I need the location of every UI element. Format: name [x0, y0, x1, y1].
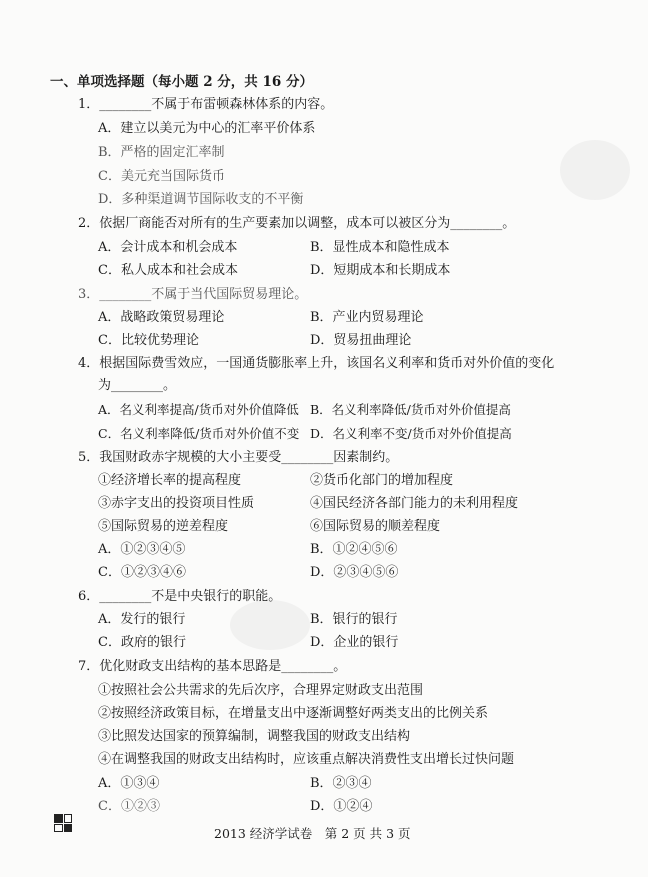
question-5-option-d: D．②③④⑤⑥: [310, 565, 399, 580]
question-5-stem: 5．我国财政赤字规模的大小主要受________因素制约。: [78, 450, 399, 465]
question-4-stem-line-2: 为________。: [98, 378, 177, 393]
question-7-option-c: C．①②③: [98, 799, 160, 814]
question-5-item-1: ①经济增长率的提高程度: [98, 473, 242, 488]
question-3-option-a: A．战略政策贸易理论: [98, 310, 225, 325]
question-6-option-d: D．企业的银行: [310, 635, 399, 650]
question-5-option-b: B．①②④⑤⑥: [310, 542, 398, 557]
page-footer: 2013 经济学试卷 第 2 页 共 3 页: [214, 826, 411, 841]
question-4-stem: 4．根据国际费雪效应，一国通货膨胀率上升，该国名义利率和货币对外价值的变化: [78, 356, 555, 371]
question-7-item-4: ④在调整我国的财政支出结构时，应该重点解决消费性支出增长过快问题: [98, 752, 515, 767]
question-3-stem: 3．________不属于当代国际贸易理论。: [78, 287, 308, 302]
question-7-item-3: ③比照发达国家的预算编制，调整我国的财政支出结构: [98, 729, 411, 744]
question-5-option-a: A．①②③④⑤: [98, 542, 186, 557]
question-6-stem: 6．________不是中央银行的职能。: [78, 589, 282, 604]
question-1-stem: 1．________不属于布雷顿森林体系的内容。: [78, 97, 334, 112]
question-5-item-6: ⑥国际贸易的顺差程度: [310, 519, 441, 534]
question-4-option-b: B．名义利率降低/货币对外价值提高: [310, 402, 511, 417]
question-6-option-c: C．政府的银行: [98, 635, 186, 650]
question-4-option-c: C．名义利率降低/货币对外价值不变: [98, 426, 300, 441]
section-title: 一、单项选择题（每小题 2 分，共 16 分）: [50, 74, 313, 90]
question-2-option-d: D．短期成本和长期成本: [310, 263, 451, 278]
question-4-option-a: A．名义利率提高/货币对外价值降低: [98, 402, 299, 417]
question-7-stem: 7．优化财政支出结构的基本思路是________。: [78, 659, 347, 674]
question-6-option-b: B．银行的银行: [310, 612, 398, 627]
question-1-option-d: D．多种渠道调节国际收支的不平衡: [98, 192, 304, 207]
question-1-option-c: C．美元充当国际货币: [98, 169, 225, 184]
question-5-item-3: ③赤字支出的投资项目性质: [98, 496, 255, 511]
question-4-option-d: D．名义利率不变/货币对外价值提高: [310, 426, 512, 441]
question-3-option-b: B．产业内贸易理论: [310, 310, 424, 325]
question-2-option-b: B．显性成本和隐性成本: [310, 240, 450, 255]
corner-mark-icon: [54, 814, 72, 832]
question-7-option-d: D．①②④: [310, 799, 373, 814]
question-1-option-b: B．严格的固定汇率制: [98, 145, 225, 160]
question-3-option-c: C．比较优势理论: [98, 333, 199, 348]
question-7-item-2: ②按照经济政策目标，在增量支出中逐渐调整好两类支出的比例关系: [98, 706, 489, 721]
question-2-option-c: C．私人成本和社会成本: [98, 263, 238, 278]
question-5-item-5: ⑤国际贸易的逆差程度: [98, 519, 229, 534]
scan-smudge: [230, 600, 310, 650]
question-5-option-c: C．①②③④⑥: [98, 565, 186, 580]
question-1-option-a: A．建立以美元为中心的汇率平价体系: [98, 121, 316, 136]
question-7-option-a: A．①③④: [98, 776, 160, 791]
question-5-item-2: ②货币化部门的增加程度: [310, 473, 454, 488]
scan-smudge: [560, 140, 630, 200]
question-7-item-1: ①按照社会公共需求的先后次序，合理界定财政支出范围: [98, 683, 424, 698]
question-2-stem: 2．依据厂商能否对所有的生产要素加以调整，成本可以被区分为________。: [78, 216, 516, 231]
question-7-option-b: B．②③④: [310, 776, 372, 791]
question-6-option-a: A．发行的银行: [98, 612, 186, 627]
question-3-option-d: D．贸易扭曲理论: [310, 333, 412, 348]
question-5-item-4: ④国民经济各部门能力的未利用程度: [310, 496, 519, 511]
question-2-option-a: A．会计成本和机会成本: [98, 240, 238, 255]
